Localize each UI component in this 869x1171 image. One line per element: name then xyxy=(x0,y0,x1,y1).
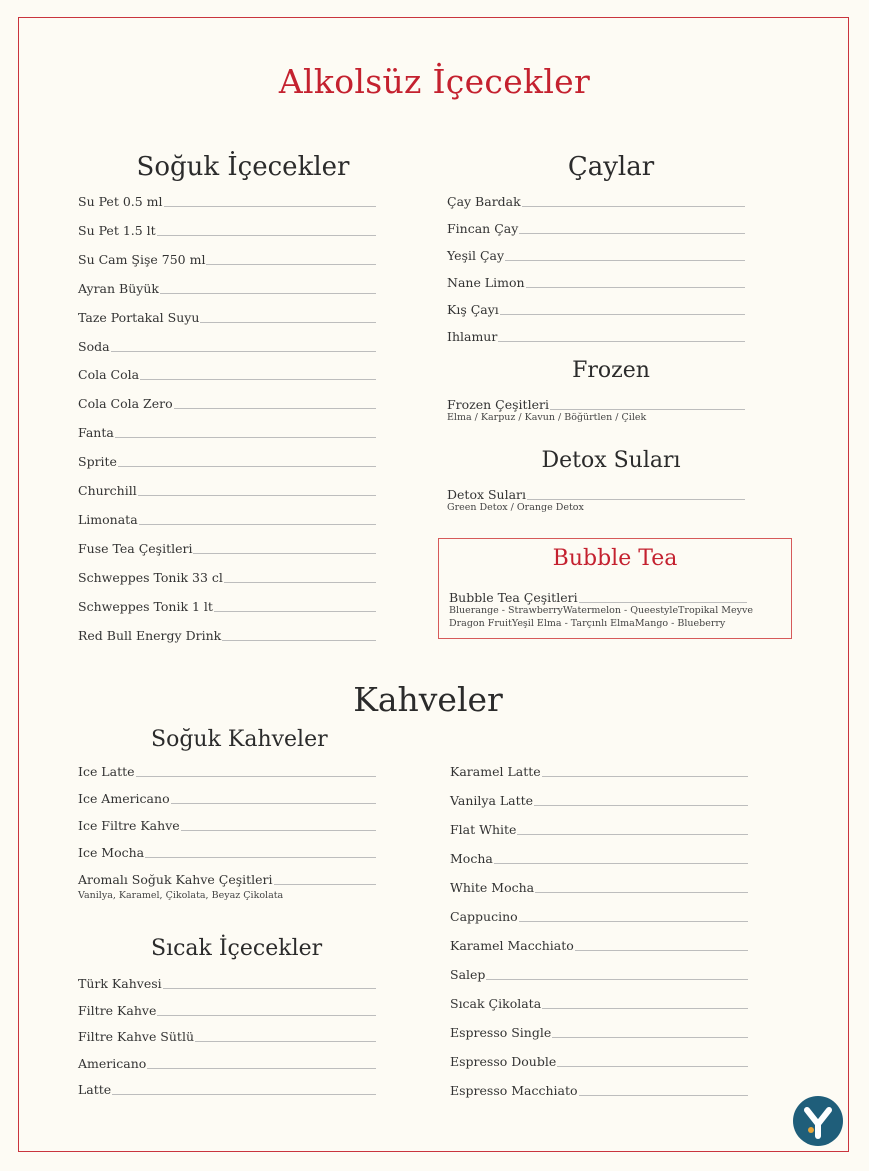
detox-heading: Detox Suları xyxy=(541,448,681,473)
detox-flavors: Green Detox / Orange Detox xyxy=(447,502,584,513)
menu-item-label: Cola Cola Zero xyxy=(78,396,173,412)
menu-item-label: Churchill xyxy=(78,483,137,498)
menu-item xyxy=(78,511,376,527)
menu-item-label: Ice Latte xyxy=(78,764,135,779)
menu-item xyxy=(450,1024,748,1040)
bubble-tea-heading: Bubble Tea xyxy=(552,546,678,571)
cold-drinks-heading: Soğuk İçecekler xyxy=(136,152,350,182)
menu-item-label: Yeşil Çay xyxy=(447,248,505,263)
aromatic-coffee-flavors: Vanilya, Karamel, Çikolata, Beyaz Çikolata xyxy=(78,890,284,901)
menu-item xyxy=(78,844,376,860)
menu-item-label: Sprite xyxy=(78,454,117,470)
menu-item-label: Ihlamur xyxy=(447,329,498,344)
brand-logo-icon xyxy=(793,1096,843,1146)
menu-item xyxy=(450,821,748,837)
menu-item-label: Ice Americano xyxy=(78,791,170,806)
menu-item xyxy=(78,309,376,325)
menu-item-label: Su Pet 0.5 ml xyxy=(78,194,163,209)
cold-coffees-heading: Soğuk Kahveler xyxy=(151,727,328,752)
menu-item xyxy=(78,598,376,614)
menu-item-label: Schweppes Tonik 33 cl xyxy=(78,569,223,585)
menu-item-label: Soda xyxy=(78,338,110,354)
menu-item xyxy=(450,763,748,779)
menu-item xyxy=(78,424,376,440)
frozen-flavors: Elma / Karpuz / Kavun / Böğürtlen / Çilek xyxy=(447,412,647,423)
menu-item xyxy=(78,366,376,382)
menu-item-label: Espresso Single xyxy=(450,1025,552,1040)
menu-item-label: Mocha xyxy=(450,851,493,866)
menu-item-label: Cappucino xyxy=(450,909,518,924)
menu-item xyxy=(450,792,748,808)
menu-item-label: Ayran Büyük xyxy=(78,280,159,296)
menu-item xyxy=(78,975,376,991)
menu-item-label: Flat White xyxy=(450,822,517,837)
menu-item xyxy=(78,1002,376,1018)
menu-item xyxy=(78,338,376,354)
menu-item xyxy=(78,763,376,779)
menu-item xyxy=(450,879,748,895)
menu-item-label: Frozen Çeşitleri xyxy=(447,397,549,412)
menu-item-label: Detox Suları xyxy=(447,487,527,502)
menu-item-label: Türk Kahvesi xyxy=(78,976,162,991)
menu-item xyxy=(78,193,376,209)
menu-item-label: Taze Portakal Suyu xyxy=(78,309,200,325)
menu-item xyxy=(450,1053,748,1069)
menu-item-label: Schweppes Tonik 1 lt xyxy=(78,598,213,614)
menu-item-label: Red Bull Energy Drink xyxy=(78,627,222,643)
menu-item xyxy=(447,193,745,209)
menu-item-label: Americano xyxy=(78,1055,147,1071)
menu-item-label: Bubble Tea Çeşitleri xyxy=(449,590,578,605)
menu-item-label: Vanilya Latte xyxy=(450,793,534,808)
menu-item xyxy=(450,850,748,866)
menu-item-label: Cola Cola xyxy=(78,367,140,383)
menu-item xyxy=(78,1081,376,1097)
menu-item xyxy=(78,871,376,887)
page-title: Alkolsüz İçecekler xyxy=(278,62,591,101)
menu-item xyxy=(78,453,376,469)
menu-item xyxy=(78,482,376,498)
menu-item-label: Salep xyxy=(450,967,486,982)
menu-item-label: Karamel Latte xyxy=(450,764,541,779)
menu-item-label: Aromalı Soğuk Kahve Çeşitleri xyxy=(78,872,273,887)
menu-item-label: Latte xyxy=(78,1082,112,1098)
menu-item-label: Fincan Çay xyxy=(447,221,519,236)
teas-heading: Çaylar xyxy=(567,152,655,182)
menu-item-label: Kış Çayı xyxy=(447,302,499,317)
menu-item xyxy=(78,569,376,585)
menu-item xyxy=(78,395,376,411)
menu-item xyxy=(78,251,376,267)
bubble-flavors-line1: Bluerange - StrawberryWatermelon - QueestyleTropikal Meyve xyxy=(449,605,753,616)
menu-item xyxy=(78,1028,376,1044)
menu-item xyxy=(447,220,745,236)
menu-item xyxy=(78,1055,376,1071)
menu-item xyxy=(450,966,748,982)
menu-item xyxy=(78,627,376,643)
menu-item-label: Karamel Macchiato xyxy=(450,938,574,953)
menu-item xyxy=(447,328,745,344)
menu-item-label: Espresso Double xyxy=(450,1054,557,1069)
menu-item-label: Su Cam Şişe 750 ml xyxy=(78,251,206,267)
menu-item xyxy=(447,247,745,263)
menu-item-label: Ice Mocha xyxy=(78,845,145,860)
bubble-flavors-line2: Dragon FruitYeşil Elma - Tarçınlı ElmaMango - Blueberry xyxy=(449,618,726,629)
menu-item-label: White Mocha xyxy=(450,880,535,895)
menu-item xyxy=(78,817,376,833)
menu-item xyxy=(78,280,376,296)
menu-item xyxy=(78,790,376,806)
menu-item xyxy=(447,396,745,412)
menu-item xyxy=(450,908,748,924)
menu-item xyxy=(78,222,376,238)
menu-item-label: Çay Bardak xyxy=(447,194,521,209)
menu-item xyxy=(78,540,376,556)
menu-item-label: Fuse Tea Çeşitleri xyxy=(78,540,193,556)
menu-item xyxy=(450,1082,748,1098)
menu-item xyxy=(447,274,745,290)
menu-item xyxy=(449,589,747,605)
menu-item-label: Limonata xyxy=(78,511,138,527)
menu-item-label: Espresso Macchiato xyxy=(450,1083,578,1098)
menu-item-label: Ice Filtre Kahve xyxy=(78,818,180,833)
menu-item-label: Nane Limon xyxy=(447,275,525,290)
menu-item-label: Fanta xyxy=(78,425,114,441)
menu-item-label: Filtre Kahve xyxy=(78,1002,157,1018)
menu-item xyxy=(450,937,748,953)
coffees-heading: Kahveler xyxy=(353,680,503,719)
menu-item-label: Su Pet 1.5 lt xyxy=(78,222,156,238)
hot-drinks-heading: Sıcak İçecekler xyxy=(151,936,323,961)
menu-item xyxy=(447,301,745,317)
menu-item-label: Sıcak Çikolata xyxy=(450,996,542,1011)
frozen-heading: Frozen xyxy=(572,358,650,383)
menu-item xyxy=(447,486,745,502)
menu-item-label: Filtre Kahve Sütlü xyxy=(78,1029,194,1045)
menu-item xyxy=(450,995,748,1011)
